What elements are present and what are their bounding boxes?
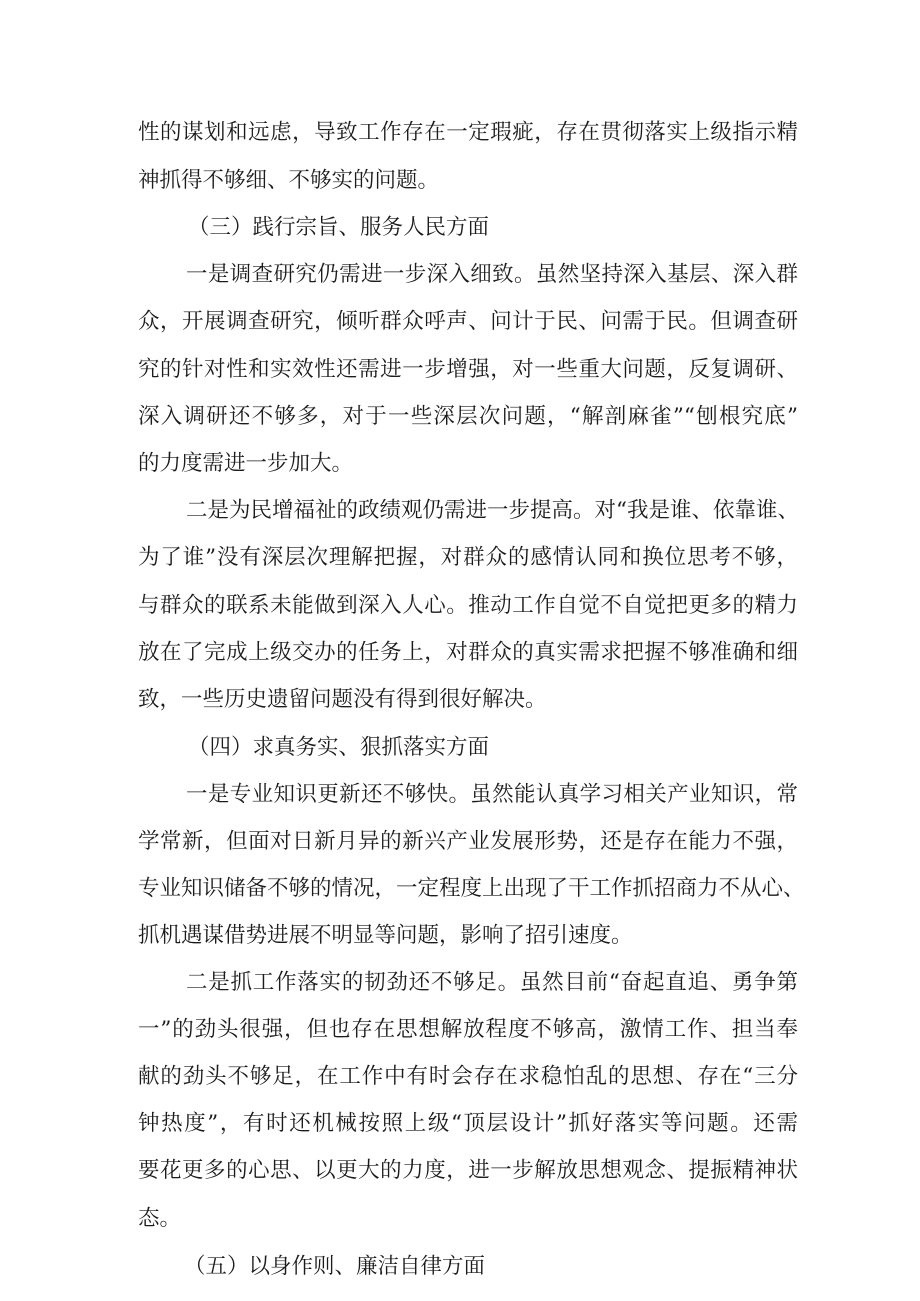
text-line: 一是调查研究仍需进一步深入细致。虽然坚持深入基层、深入群 bbox=[186, 262, 798, 287]
text-line: 学常新，但面对日新月异的新兴产业发展形势，还是存在能力不强， bbox=[138, 829, 798, 854]
text-line: 一”的劲头很强，但也存在思想解放程度不够高，激情工作、担当奉 bbox=[138, 1017, 798, 1042]
text-line: 众，开展调查研究，倾听群众呼声、问计于民、问需于民。但调查研 bbox=[138, 309, 798, 334]
text-line: 深入调研还不够多，对于一些深层次问题，“解剖麻雀”“刨根究底” bbox=[138, 404, 798, 429]
section-heading: （三）践行宗旨、服务人民方面 bbox=[188, 215, 490, 240]
section-heading: （四）求真务实、狠抓落实方面 bbox=[188, 735, 490, 760]
text-line: 献的劲头不够足，在工作中有时会存在求稳怕乱的思想、存在“三分 bbox=[138, 1064, 798, 1089]
text-line: 放在了完成上级交办的任务上，对群众的真实需求把握不够准确和细 bbox=[138, 640, 798, 665]
text-line: 要花更多的心思、以更大的力度，进一步解放思想观念、提振精神状 bbox=[138, 1158, 798, 1183]
text-line: 专业知识储备不够的情况，一定程度上出现了干工作抓招商力不从心、 bbox=[138, 876, 805, 901]
text-line: 二是抓工作落实的韧劲还不够足。虽然目前“奋起直追、勇争第 bbox=[186, 970, 798, 995]
text-line: 为了谁”没有深层次理解把握，对群众的感情认同和换位思考不够， bbox=[138, 545, 798, 570]
text-line: 一是专业知识更新还不够快。虽然能认真学习相关产业知识，常 bbox=[186, 782, 798, 807]
section-heading: （五）以身作则、廉洁自律方面 bbox=[184, 1254, 486, 1279]
text-line: 性的谋划和远虑，导致工作存在一定瑕疵，存在贯彻落实上级指示精 bbox=[138, 120, 798, 145]
text-line: 的力度需进一步加大。 bbox=[138, 451, 354, 476]
text-line: 二是为民增福祉的政绩观仍需进一步提高。对“我是谁、依靠谁、 bbox=[186, 498, 799, 523]
text-line: 致，一些历史遗留问题没有得到很好解决。 bbox=[138, 687, 547, 712]
text-line: 究的针对性和实效性还需进一步增强，对一些重大问题，反复调研、 bbox=[138, 357, 798, 382]
text-line: 与群众的联系未能做到深入人心。推动工作自觉不自觉把更多的精力 bbox=[138, 593, 798, 618]
text-line: 抓机遇谋借势进展不明显等问题，影响了招引速度。 bbox=[138, 923, 633, 948]
text-line: 神抓得不够细、不够实的问题。 bbox=[138, 168, 440, 193]
text-line: 态。 bbox=[138, 1206, 182, 1231]
text-line: 钟热度”，有时还机械按照上级“顶层设计”抓好落实等问题。还需 bbox=[138, 1111, 798, 1136]
